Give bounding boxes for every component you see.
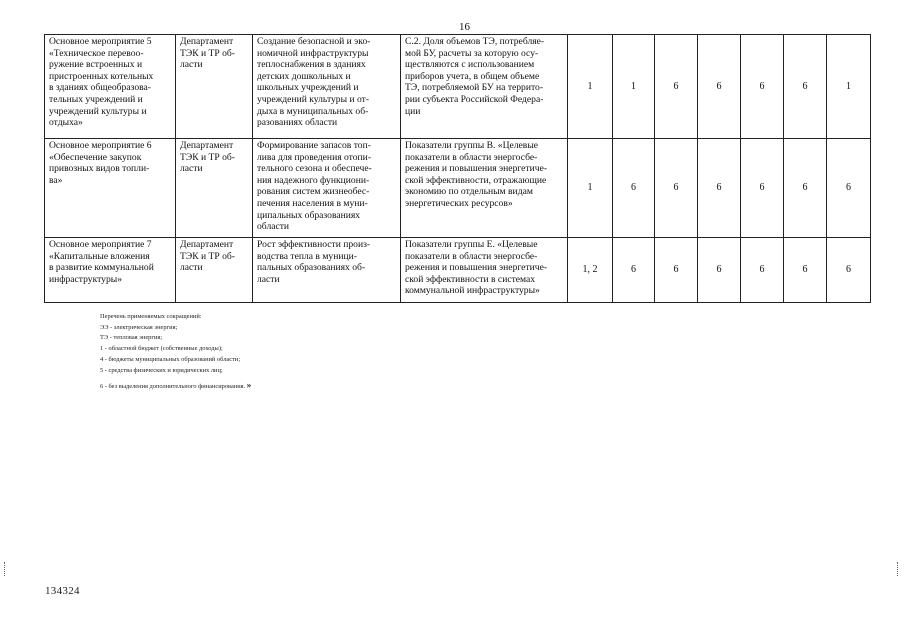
measures-table: [44, 34, 871, 303]
cell-line: тельного сезона и обеспече-: [257, 163, 372, 175]
value-cell: 6: [655, 238, 698, 303]
cell-line: лива для проведения отопи-: [257, 151, 372, 163]
cell-line: ласти: [180, 59, 203, 71]
cell-line: Создание безопасной и эко-: [257, 36, 371, 47]
scan-edge-mark-left: [4, 562, 7, 576]
value-cell: 1, 2: [568, 238, 613, 303]
cell-line: ции: [405, 105, 421, 117]
department-cell: [176, 238, 253, 303]
value-cell: 6: [698, 238, 741, 303]
cell-line: отдыха»: [49, 117, 83, 129]
cell-line: Рост эффективности произ-: [257, 239, 371, 250]
note-item: ЭЭ - электрическая энергия;: [100, 323, 178, 331]
note-last-text: 6 - без выделения дополнительного финансирования.: [100, 383, 246, 391]
cell-line: ружение встроенных и: [49, 59, 143, 71]
cell-line: ТЭ, потребляемой БУ на террито-: [405, 82, 544, 94]
note-item: 4 - бюджеты муниципальных образований области;: [100, 355, 241, 363]
value-cell: 6: [784, 35, 827, 139]
indicator-cell: [401, 139, 568, 238]
cell-line: Показатели группы В. «Целевые: [405, 140, 539, 151]
value-cell: 1: [827, 35, 871, 139]
department-cell: [176, 35, 253, 139]
cell-line: разованиях области: [257, 117, 338, 129]
value-cell: 6: [741, 139, 784, 238]
cell-line: ТЭК и ТР об-: [180, 151, 235, 163]
cell-line: ТЭК и ТР об-: [180, 47, 235, 59]
indicator-cell: [401, 35, 568, 139]
cell-line: Основное мероприятие 5: [49, 36, 152, 47]
cell-line: «Техническое перевоо-: [49, 47, 144, 59]
cell-line: ласти: [180, 163, 203, 175]
cell-line: Показатели группы Е. «Целевые: [405, 239, 538, 250]
cell-line: ществляются с использованием: [405, 59, 535, 71]
cell-line: инфраструктуры»: [49, 273, 123, 285]
cell-line: энергетических ресурсов»: [405, 197, 513, 209]
cell-line: показатели в области энергосбе-: [405, 250, 538, 262]
cell-line: теплоснабжения в зданиях: [257, 59, 366, 71]
value-cell: 1: [568, 139, 613, 238]
department-cell: [176, 139, 253, 238]
cell-line: ласти: [257, 273, 280, 285]
cell-line: Формирование запасов топ-: [257, 140, 371, 151]
note-item: 1 - областной бюджет (собственные доходы);: [100, 345, 223, 353]
cell-line: пристроенных котельных: [49, 70, 154, 82]
cell-line: показатели в области энергосбе-: [405, 151, 538, 163]
table-row: [45, 238, 871, 303]
cell-line: ской эффективности, отражающие: [405, 174, 547, 186]
table-row: [45, 35, 871, 139]
value-cell: 6: [655, 139, 698, 238]
notes-heading: Перечень применяемых сокращений:: [100, 313, 202, 320]
cell-line: пальных образованиях об-: [257, 262, 366, 274]
cell-line: ТЭК и ТР об-: [180, 250, 235, 262]
cell-line: коммунальной инфраструктуры»: [405, 285, 540, 297]
note-item: 5 - средства физических и юридических лиц;: [100, 366, 223, 374]
indicator-cell: [401, 238, 568, 303]
cell-line: ской эффективности в системах: [405, 273, 536, 285]
value-cell: 6: [784, 238, 827, 303]
cell-line: печения населения в муни-: [257, 197, 368, 209]
cell-line: режения и повышения энергетиче-: [405, 163, 548, 175]
cell-line: ва»: [49, 174, 63, 186]
cell-line: рования систем жизнеобес-: [257, 186, 370, 198]
cell-line: ния надежного функциони-: [257, 174, 370, 186]
cell-line: рии субъекта Российской Федера-: [405, 93, 544, 105]
value-cell: 6: [613, 139, 655, 238]
cell-line: водства тепла в муници-: [257, 250, 357, 262]
document-id: 134324: [45, 585, 80, 597]
value-cell: 1: [568, 35, 613, 139]
value-cell: 6: [784, 139, 827, 238]
cell-line: С.2. Доля объемов ТЭ, потребляе-: [405, 36, 545, 47]
cell-line: мой БУ, расчеты за которую осу-: [405, 47, 539, 59]
value-cell: 6: [827, 238, 871, 303]
value-cell: 6: [827, 139, 871, 238]
value-cell: 1: [613, 35, 655, 139]
event-cell: [45, 35, 176, 139]
cell-line: привозных видов топли-: [49, 163, 150, 175]
cell-line: тельных учреждений и: [49, 93, 143, 105]
value-cell: 6: [741, 238, 784, 303]
note-item-last: [100, 380, 251, 393]
cell-line: Основное мероприятие 6: [49, 140, 152, 151]
cell-line: Департамент: [180, 140, 234, 151]
cell-line: экономию по отдельным видам: [405, 186, 533, 198]
cell-line: режения и повышения энергетиче-: [405, 262, 548, 274]
cell-line: номичной инфраструктуры: [257, 47, 369, 59]
cell-line: Департамент: [180, 239, 234, 250]
result-cell: [253, 238, 401, 303]
cell-line: учреждений культуры и: [49, 105, 147, 117]
cell-line: приборов учета, в общем объеме: [405, 70, 540, 82]
event-cell: [45, 139, 176, 238]
cell-line: «Капитальные вложения: [49, 250, 150, 262]
event-cell: [45, 238, 176, 303]
scan-edge-mark-right: [897, 562, 900, 576]
result-cell: [253, 139, 401, 238]
cell-line: в развитие коммунальной: [49, 262, 154, 274]
cell-line: области: [257, 221, 290, 233]
abbreviations-notes: [100, 312, 251, 393]
value-cell: 6: [655, 35, 698, 139]
cell-line: школьных учреждений и: [257, 82, 359, 94]
value-cell: 6: [698, 139, 741, 238]
cell-line: Основное мероприятие 7: [49, 239, 152, 250]
cell-line: «Обеспечение закупок: [49, 151, 142, 163]
value-cell: 6: [613, 238, 655, 303]
page-number: 16: [459, 21, 470, 33]
closing-quote: »: [246, 380, 252, 391]
cell-line: в зданиях общеобразова-: [49, 82, 152, 94]
note-item: ТЭ - тепловая энергия;: [100, 334, 163, 342]
cell-line: ласти: [180, 262, 203, 274]
value-cell: 6: [698, 35, 741, 139]
table-row: [45, 139, 871, 238]
cell-line: дыха в муниципальных об-: [257, 105, 369, 117]
cell-line: ципальных образованиях: [257, 209, 361, 221]
cell-line: учреждений культуры и от-: [257, 93, 370, 105]
result-cell: [253, 35, 401, 139]
value-cell: 6: [741, 35, 784, 139]
cell-line: детских дошкольных и: [257, 70, 351, 82]
cell-line: Департамент: [180, 36, 234, 47]
